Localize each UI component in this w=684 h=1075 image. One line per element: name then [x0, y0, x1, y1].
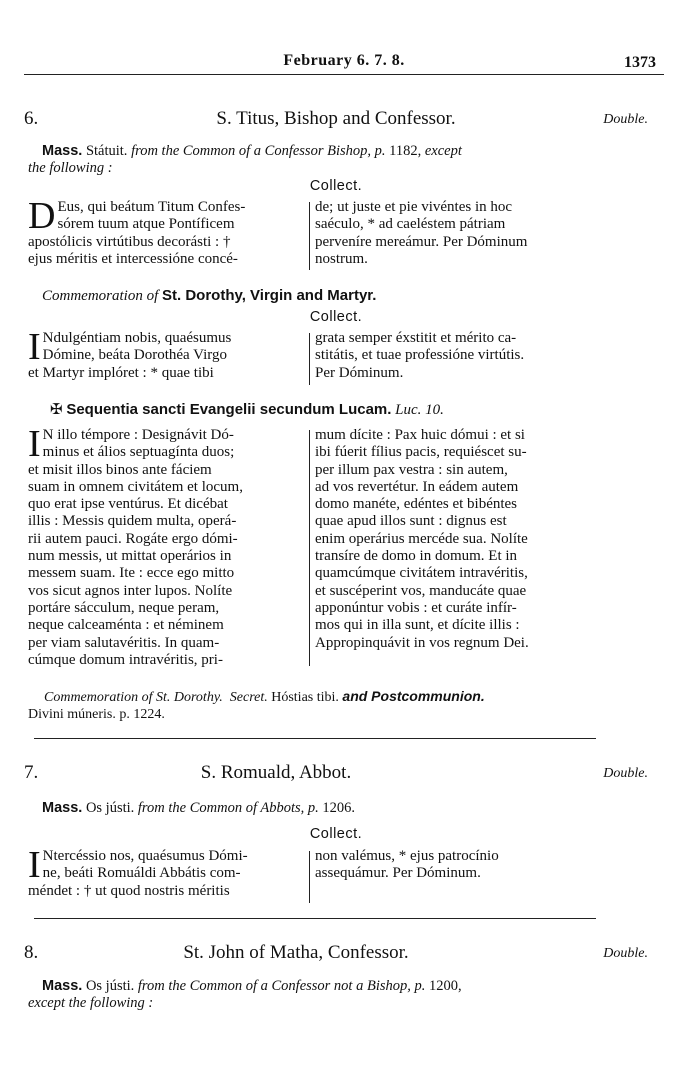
mass-page-ref: 1206.: [322, 800, 356, 816]
column-divider: [309, 333, 310, 385]
header-title: February 6. 7. 8.: [283, 52, 405, 69]
comm-left-column: [28, 326, 304, 382]
mass-page-ref: 1182,: [389, 143, 422, 159]
comm-name: St. Dorothy, Virgin and Martyr.: [162, 287, 377, 304]
text-line: transíre de domo in domum. Et in: [315, 548, 518, 565]
collect-left-column: [28, 195, 304, 268]
text-line: neque calceaménta : et néminem: [28, 617, 224, 634]
gospel-right-column: [315, 427, 593, 652]
text-line: non valémus, * ejus patrocínio: [315, 848, 499, 864]
text-line: mum dícite : Pax huic dómui : et si: [315, 427, 525, 443]
mass-rubric: from the Common of Abbots, p.: [137, 800, 319, 816]
section-divider: [34, 738, 596, 739]
collect-right-column: [315, 848, 591, 883]
page-number: 1373: [624, 54, 656, 71]
collect-left-column: [28, 844, 304, 900]
text-line: minus et álios septuagínta duos;: [42, 444, 235, 461]
mass-label: Mass.: [42, 800, 83, 816]
secret-label: Secret.: [229, 690, 268, 705]
text-line: apostólicis virtútibus decorásti : †: [28, 233, 231, 250]
text-line: assequámur. Per Dóminum.: [315, 865, 481, 882]
mass-rubric: from the Common of a Confessor Bishop, p.: [131, 143, 386, 159]
text-line: N illo témpore : Designávit Dó-: [42, 427, 234, 443]
mass-line: [42, 800, 355, 817]
gospel-heading: [50, 401, 444, 419]
closing-comm: Commemoration of St. Dorothy.: [44, 690, 223, 705]
text-line: sórem tuum atque Pontíficem: [57, 216, 235, 233]
drop-cap: I: [28, 326, 41, 368]
drop-cap: I: [28, 844, 41, 886]
feast-name: S. Titus, Bishop and Confessor.: [216, 108, 456, 129]
text-line: Per Dóminum.: [315, 364, 404, 381]
text-line: ejus méritis et intercessióne concé-: [28, 250, 238, 267]
text-line: ibi fúerit fílius pacis, requiéscet su-: [315, 444, 527, 461]
comm-right-column: [315, 330, 591, 382]
text-line: saéculo, * ad caeléstem pátriam: [315, 216, 506, 233]
feast-rank: Double.: [603, 946, 648, 961]
section-7-heading: [24, 762, 648, 786]
column-divider: [309, 851, 310, 903]
mass-line: [42, 978, 462, 995]
text-line: mos qui in illa sunt, et dícite illis :: [315, 617, 520, 634]
mass-rubric-cont: except: [424, 143, 462, 159]
text-line: méndet : † ut quod nostris méritis: [28, 882, 230, 899]
commemoration-heading: [42, 287, 376, 305]
section-divider: [34, 918, 596, 919]
text-line: Dómine, beáta Dorothéa Virgo: [42, 347, 227, 364]
text-line: quamcúmque civitátem intravéritis,: [315, 565, 528, 582]
text-line: Ndulgéntiam nobis, quaésumus: [42, 330, 232, 346]
text-line: num messis, ut mittat operários in: [28, 548, 232, 565]
section-number: 8.: [24, 942, 39, 963]
text-line: cúmque domum intravéritis, pri-: [28, 651, 223, 668]
gospel-ref: Luc. 10.: [395, 402, 444, 418]
text-line: quae apud illos sunt : dignus est: [315, 513, 507, 530]
gospel-left-column: [28, 423, 304, 669]
text-line: domo manéte, edéntes et bibéntes: [315, 496, 518, 513]
column-divider: [309, 202, 310, 270]
text-line: perveníre mereámur. Per Dóminum: [315, 233, 528, 250]
feast-rank: Double.: [603, 112, 648, 127]
section-6-heading: [24, 108, 648, 132]
text-line: rii autem pauci. Rogáte ergo dómi-: [28, 530, 238, 547]
feast-name: St. John of Matha, Confessor.: [183, 942, 409, 963]
running-header: [24, 52, 664, 75]
text-line: Appropinquávit in vos regnum Dei.: [315, 634, 529, 651]
text-line: apponúntur vobis : et curáte infír-: [315, 599, 517, 616]
comm-collect-title: Collect.: [309, 309, 363, 325]
mass-page-ref: 1200,: [429, 978, 462, 994]
text-line: enim operárius mercéde sua. Nolíte: [315, 530, 528, 547]
gospel-title: Sequentia sancti Evangelii secundum Lucam.: [66, 401, 392, 418]
section-number: 7.: [24, 762, 39, 783]
text-line: grata semper éxstitit et mérito ca-: [315, 330, 517, 346]
mass-label: Mass.: [42, 143, 83, 159]
closing-rubric: [44, 688, 485, 706]
mass-rubric-line2: except the following :: [28, 995, 154, 1011]
text-line: nostrum.: [315, 250, 368, 267]
text-line: suam in omnem civitátem et locum,: [28, 478, 243, 495]
text-line: stitátis, et tuae professióne virtútis.: [315, 347, 525, 364]
comm-prefix: Commemoration of: [42, 288, 159, 304]
mass-introit: Státuit.: [85, 143, 128, 159]
text-line: Ntercéssio nos, quaésumus Dómi-: [42, 848, 248, 864]
mass-introit: Os jústi.: [85, 978, 135, 994]
collect-right-column: [315, 199, 591, 268]
collect-title: Collect.: [309, 826, 363, 842]
mass-rubric: from the Common of a Confessor not a Bishop, p.: [137, 978, 426, 994]
secret-text: Hóstias tibi.: [271, 690, 339, 705]
cross-icon: ✠: [50, 402, 63, 418]
text-line: quo erat ipse ventúrus. Et dicébat: [28, 496, 228, 513]
postcommunion-label: and Postcommunion.: [342, 688, 485, 704]
mass-label: Mass.: [42, 978, 83, 994]
text-line: de; ut juste et pie vivéntes in hoc: [315, 199, 513, 215]
section-number: 6.: [24, 108, 39, 129]
text-line: et misit illos binos ante fáciem: [28, 461, 212, 478]
mass-line: [42, 143, 462, 160]
mass-introit: Os jústi.: [85, 800, 135, 816]
drop-cap: I: [28, 423, 41, 465]
closing-line2: Divini múneris. p. 1224.: [28, 707, 165, 722]
mass-rubric-line2: the following :: [28, 160, 113, 176]
drop-cap: D: [28, 195, 56, 237]
section-8-heading: [24, 942, 648, 966]
text-line: illis : Messis quidem multa, operá-: [28, 513, 237, 530]
column-divider: [309, 430, 310, 666]
text-line: et Martyr implóret : * quae tibi: [28, 364, 214, 381]
collect-title: Collect.: [309, 178, 363, 194]
feast-name: S. Romuald, Abbot.: [200, 762, 352, 783]
text-line: messem suam. Ite : ecce ego mitto: [28, 565, 235, 582]
feast-rank: Double.: [603, 766, 648, 781]
text-line: per viam salutavéritis. In quam-: [28, 634, 220, 651]
text-line: per illum pax vestra : sin autem,: [315, 461, 508, 478]
text-line: vos sicut agnos inter lupos. Nolíte: [28, 582, 233, 599]
text-line: Eus, qui beátum Titum Confes-: [57, 199, 246, 215]
text-line: ad vos revertétur. In eádem autem: [315, 478, 519, 495]
text-line: ne, beáti Romuáldi Abbátis com-: [42, 865, 241, 882]
text-line: portáre sácculum, neque peram,: [28, 599, 220, 616]
text-line: et suscéperint vos, manducáte quae: [315, 582, 527, 599]
